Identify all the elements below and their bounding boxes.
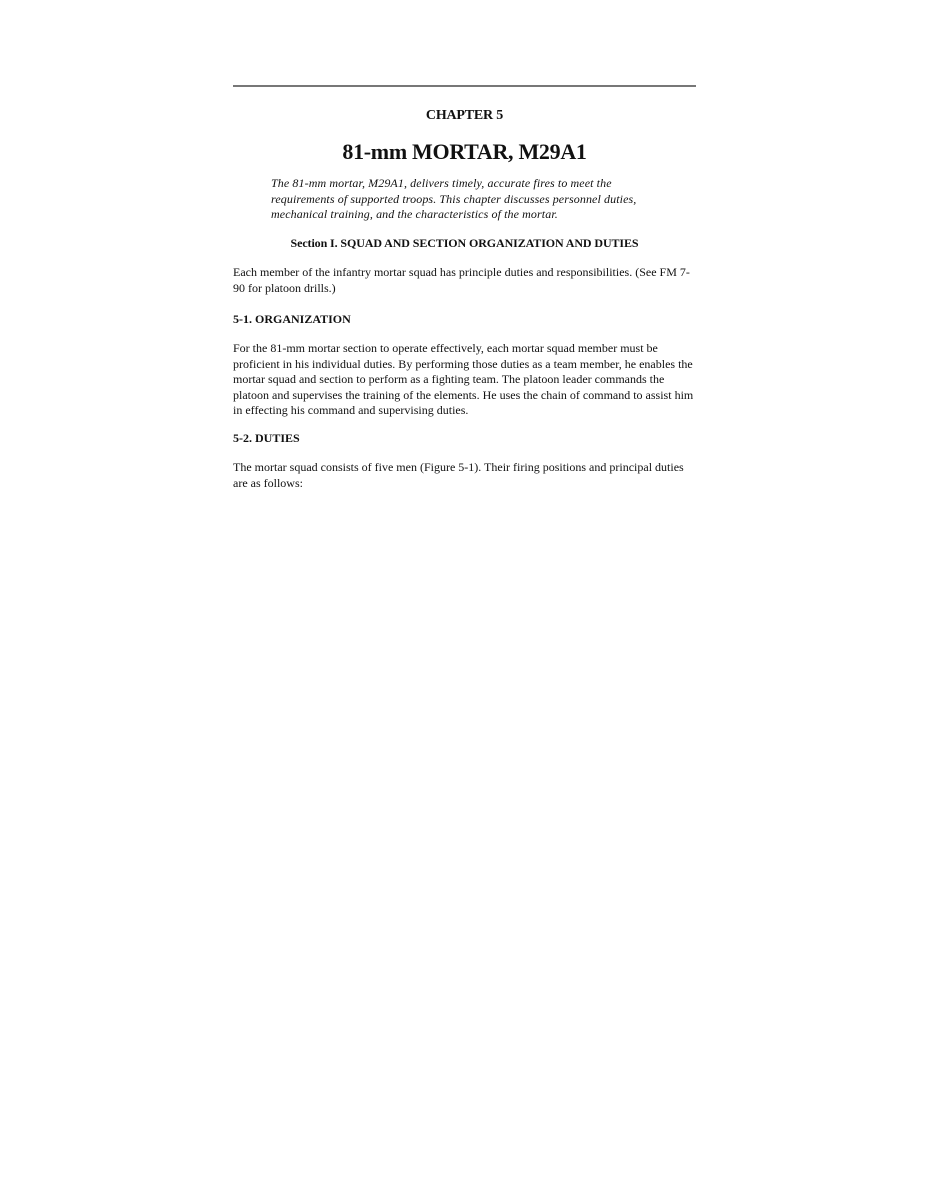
chapter-intro: The 81-mm mortar, M29A1, delivers timely, accurate fires to meet the requirements of supported troops. This chapter discusses personnel duties, mechanical training, and the characteristics of the mortar.: [271, 176, 637, 221]
subsection-paragraph-organization: For the 81-mm mortar section to operate effectively, each mortar squad member must be proficient in his individual duties. By performing those duties as a team member, he enables the mortar squad and section to perform as a fighting team. The platoon leader commands the platoon and supervises the training of the elements. He uses the chain of command to assist him in effecting his command and supervising duties.: [233, 341, 694, 417]
section-paragraph: Each member of the infantry mortar squad has principle duties and responsibilities. (See FM 7-90 for platoon drills.): [233, 265, 690, 295]
subsection-paragraph-duties: The mortar squad consists of five men (Figure 5-1). Their firing positions and principal duties are as follows:: [233, 460, 684, 490]
header-rule: [233, 85, 696, 87]
subsection-heading-organization: 5-1. ORGANIZATION: [233, 312, 351, 326]
chapter-label: CHAPTER 5: [425, 108, 504, 123]
subsection-heading-duties: 5-2. DUTIES: [233, 431, 300, 445]
section-heading: Section I. SQUAD AND SECTION ORGANIZATION AND DUTIES: [290, 236, 639, 250]
chapter-title: 81-mm MORTAR, M29A1: [342, 139, 587, 164]
